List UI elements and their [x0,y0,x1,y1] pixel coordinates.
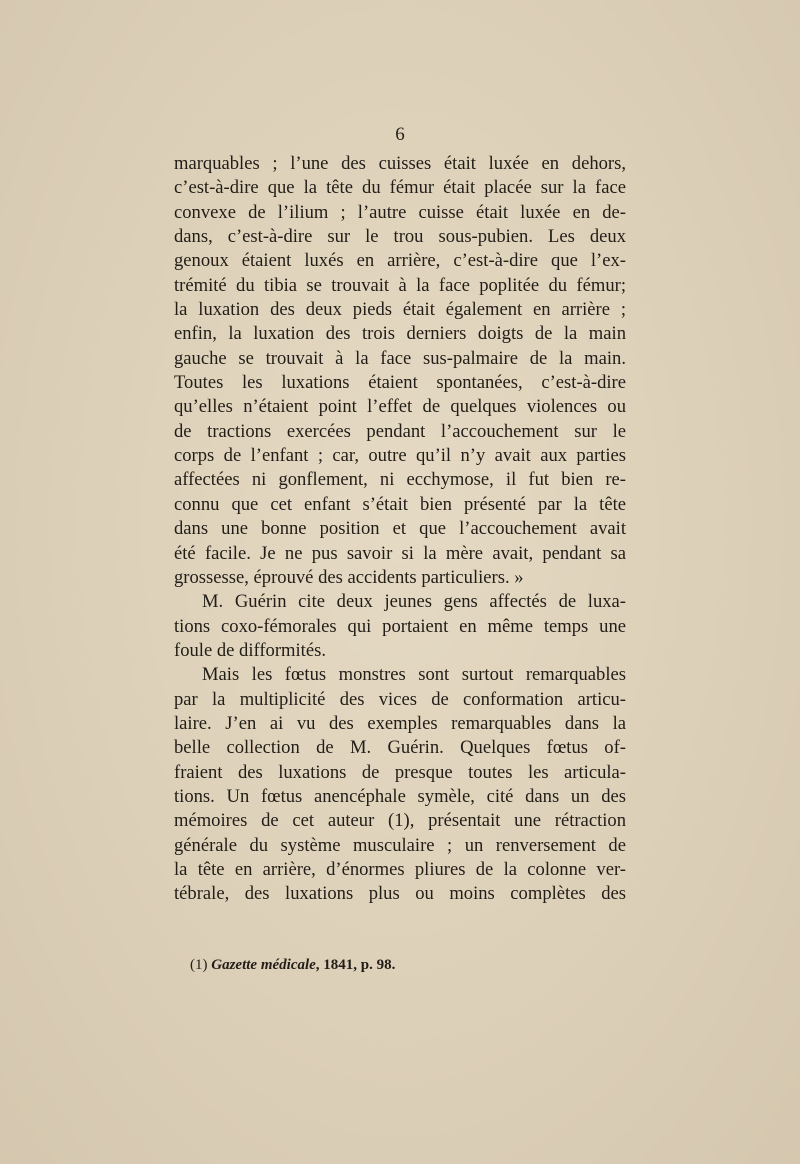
text-line: Toutes les luxations étaient spontanées, c’est-à-dire [174,372,626,394]
footnote-marker: (1) [190,957,208,973]
text-line: dans, c’est-à-dire sur le trou sous-pubien. Les deux [174,226,626,248]
text-line: générale du système musculaire ; un renversement de [174,834,626,856]
text-line: par la multiplicité des vices de conformation articu- [174,688,626,710]
text-line: connu que cet enfant s’était bien présenté par la tête [174,493,626,515]
text-line: convexe de l’ilium ; l’autre cuisse était luxée en de- [174,201,626,223]
footnote-source-title: Gazette médicale [211,957,316,973]
text-line: enfin, la luxation des trois derniers doigts de la main [174,323,626,345]
text-line: corps de l’enfant ; car, outre qu’il n’y avait aux parties [174,445,626,467]
text-line: tions. Un fœtus anencéphale symèle, cité dans un des [174,785,626,807]
text-line: belle collection de M. Guérin. Quelques fœtus of- [174,737,626,759]
text-line: été facile. Je ne pus savoir si la mère avait, pendant sa [174,542,626,564]
text-line: M. Guérin cite deux jeunes gens affectés de luxa- [202,591,626,613]
text-line: gauche se trouvait à la face sus-palmaire de la main. [174,347,626,369]
text-line: trémité du tibia se trouvait à la face poplitée du fémur; [174,274,626,296]
text-line: dans une bonne position et que l’accouchement avait [174,518,626,540]
footnote [190,957,395,974]
body-text [174,152,626,907]
text-line: grossesse, éprouvé des accidents particuliers. » [174,566,524,588]
text-line: foule de difformités. [174,639,326,661]
text-line: laire. J’en ai vu des exemples remarquables dans la [174,712,626,734]
text-line: Mais les fœtus monstres sont surtout remarquables [202,664,626,686]
text-line: la luxation des deux pieds était également en arrière ; [174,299,626,321]
text-line: c’est-à-dire que la tête du fémur était placée sur la face [174,177,626,199]
text-line: la tête en arrière, d’énormes pliures de la colonne ver- [174,858,626,880]
text-line: de tractions exercées pendant l’accouchement sur le [174,420,626,442]
text-line: tions coxo-fémorales qui portaient en même temps une [174,615,626,637]
text-line: mémoires de cet auteur (1), présentait une rétraction [174,810,626,832]
page-number: 6 [395,124,405,145]
text-line: marquables ; l’une des cuisses était luxée en dehors, [174,153,626,174]
text-line: fraient des luxations de presque toutes les articula- [174,761,626,783]
text-line: genoux étaient luxés en arrière, c’est-à-dire que l’ex- [174,250,626,272]
text-line: qu’elles n’étaient point l’effet de quelques violences ou [174,396,626,418]
text-line: tébrale, des luxations plus ou moins complètes des [174,883,626,905]
footnote-citation: , 1841, p. 98. [315,957,396,973]
text-line: affectées ni gonflement, ni ecchymose, il fut bien re- [174,469,626,491]
